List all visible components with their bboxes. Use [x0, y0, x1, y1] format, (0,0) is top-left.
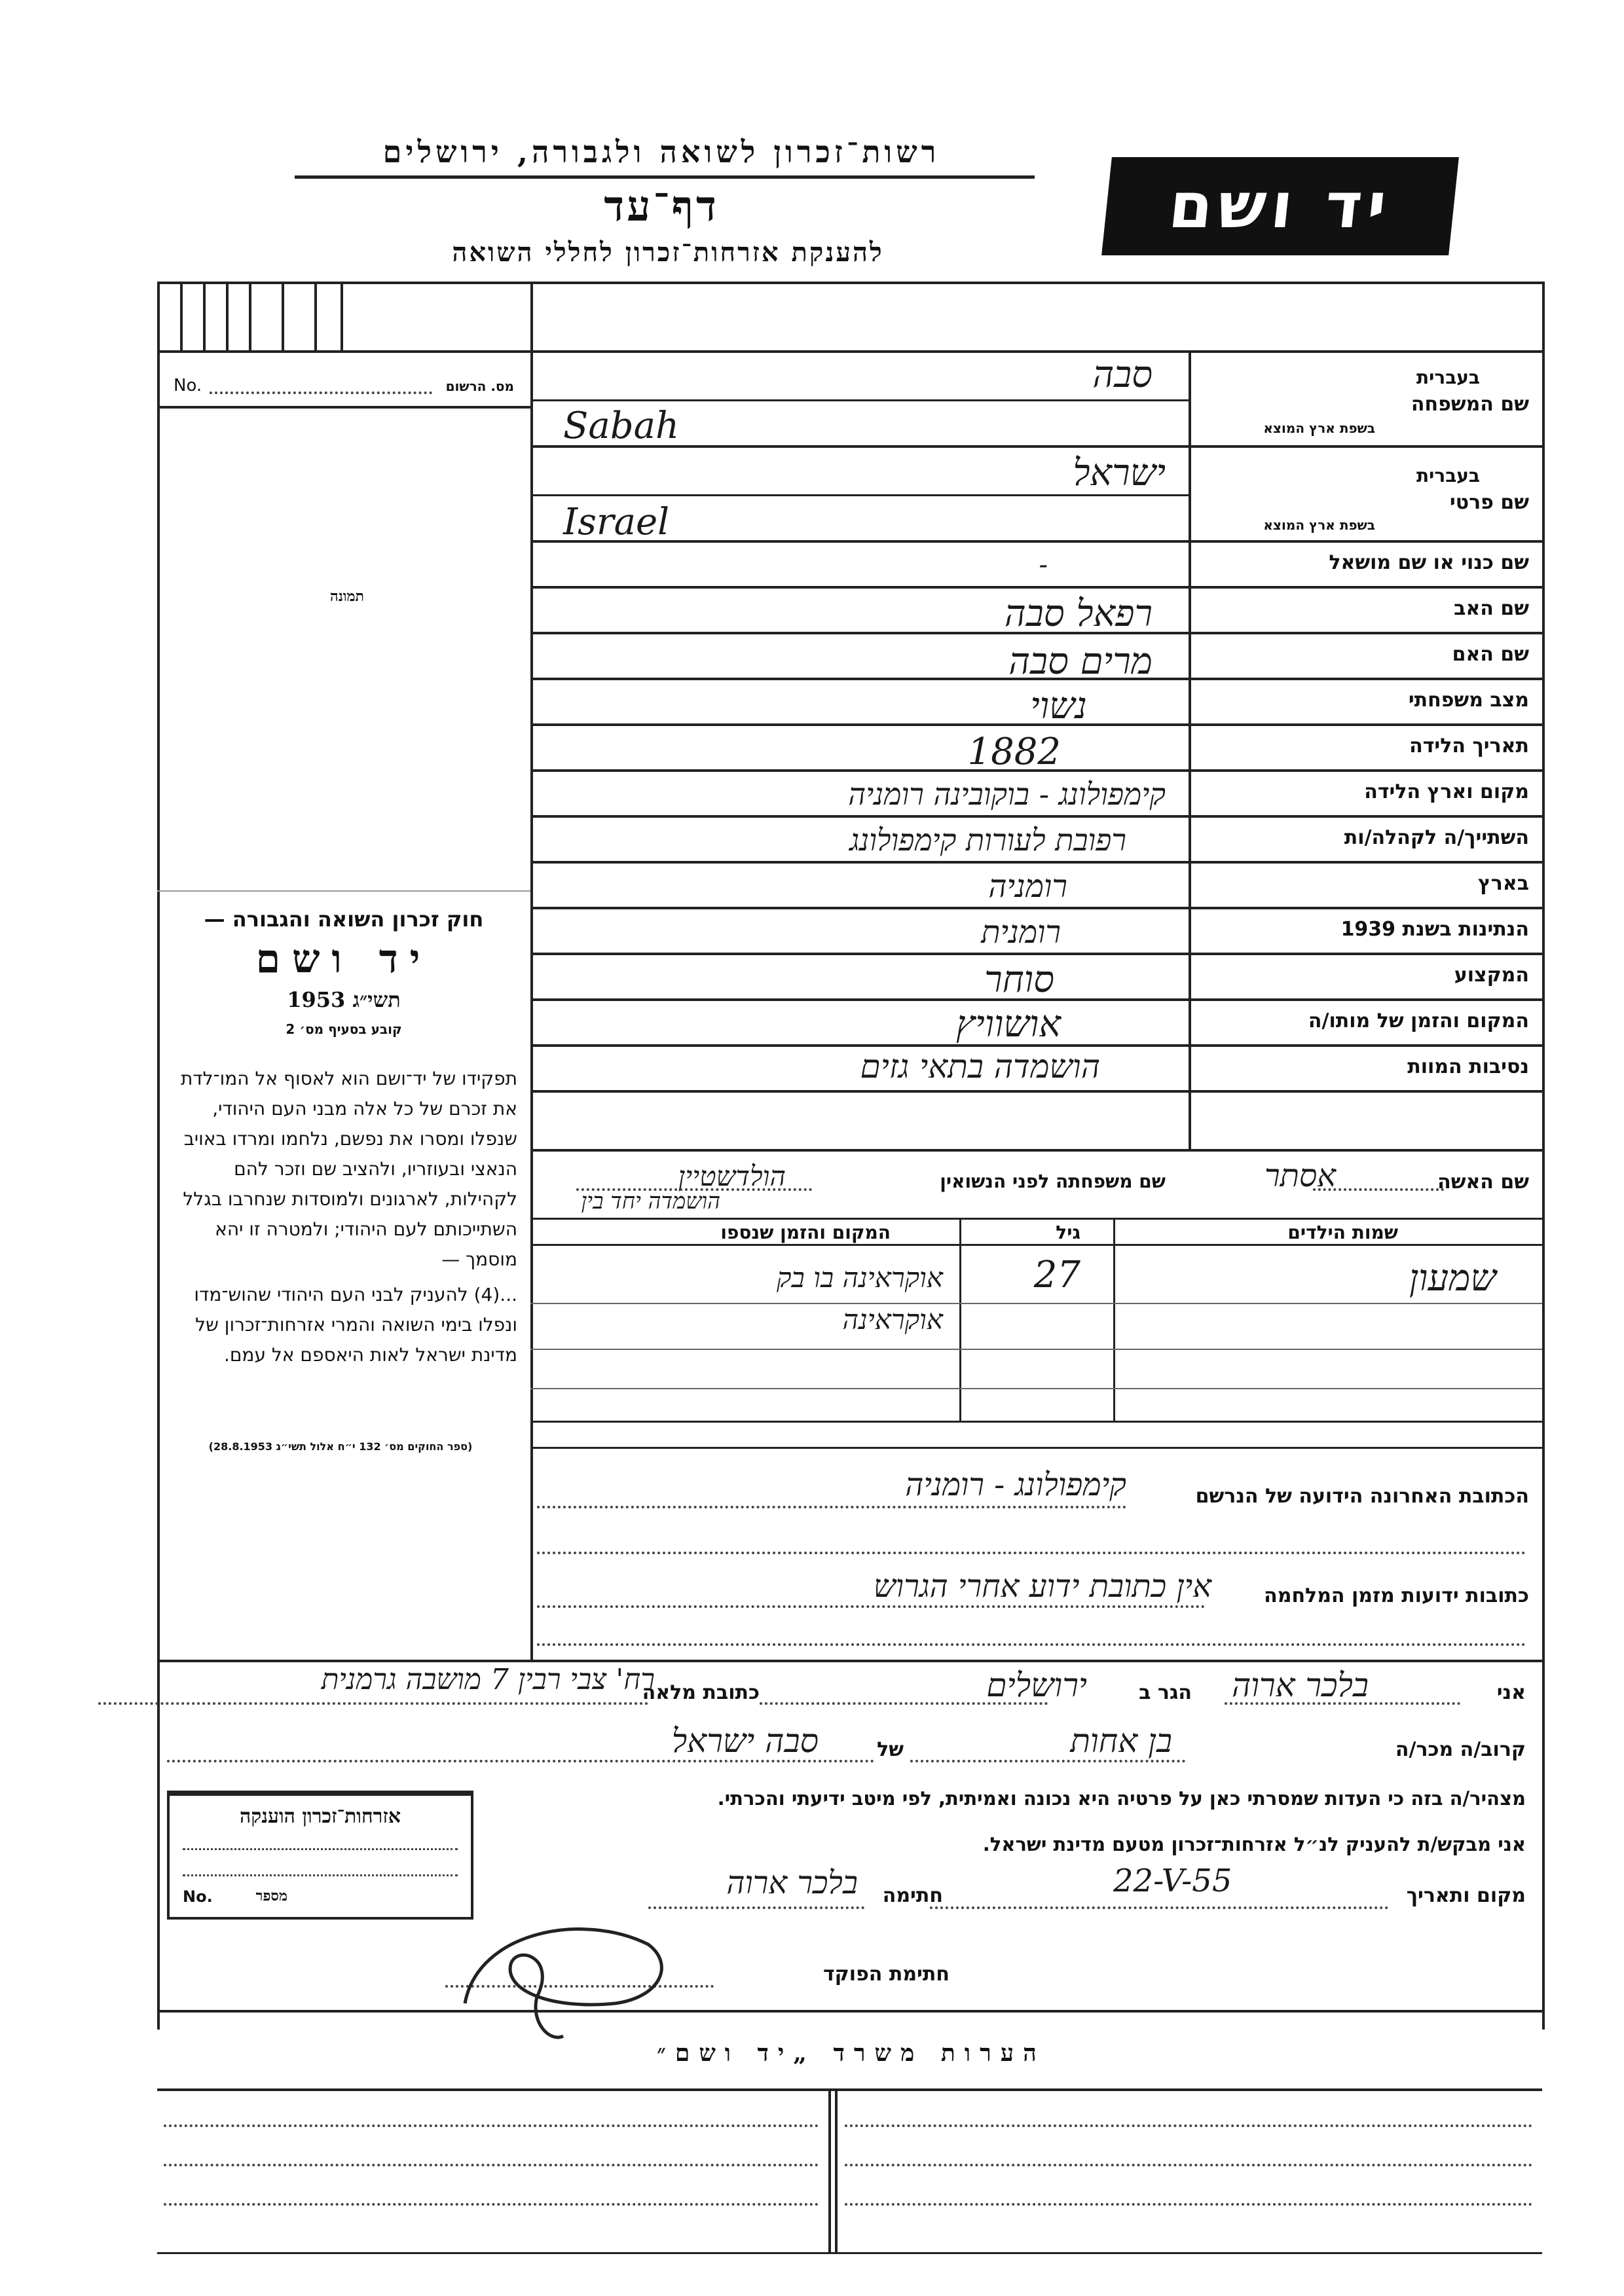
wife-dotted-line	[1313, 1188, 1444, 1191]
birthdate-value[interactable]: 1882	[967, 731, 1061, 773]
mother-label: שם האם	[1452, 643, 1529, 666]
law-box-top	[157, 890, 530, 892]
children-row-line	[530, 1388, 1542, 1389]
war-addresses-label: כתובות ידועות מזמן המלחמה	[1264, 1584, 1529, 1607]
notes-bottom	[157, 2252, 1542, 2254]
registry-number-no: No.	[174, 376, 202, 395]
reg-box-divider	[249, 282, 251, 350]
address-section-top	[530, 1447, 1542, 1449]
reg-box-divider	[530, 282, 533, 350]
row-line	[530, 815, 1542, 818]
photo-label: תמונה	[330, 588, 364, 605]
law-big-title: יד ושם	[255, 936, 432, 982]
row-line	[530, 861, 1542, 864]
declarant-section-bottom	[157, 2010, 1542, 2013]
ani-value[interactable]: בלכר ארוה	[1231, 1666, 1369, 1704]
form-subtitle: להענקת אזרחות־זכרון לחללי השואה	[452, 237, 884, 268]
notes-line-right	[845, 2203, 1532, 2206]
reg-row-bottom	[157, 350, 1542, 353]
form-top-border	[157, 282, 1542, 284]
row-line	[530, 1090, 1542, 1093]
notes-line-left	[164, 2164, 819, 2166]
death-cause-value[interactable]: הושמדה בתאי גזים	[860, 1048, 1100, 1085]
resident-label: הגר ב	[1139, 1681, 1192, 1704]
last-address-dotted-line	[537, 1506, 1126, 1508]
death-place-label: המקום והזמן של מותו/ה	[1308, 1010, 1529, 1032]
row-line	[530, 399, 1189, 401]
place-date-dotted-line	[930, 1906, 1388, 1909]
child-age-0[interactable]: 27	[1033, 1254, 1080, 1296]
children-col-divider	[959, 1218, 961, 1421]
notes-rule	[157, 2088, 1542, 2091]
last-address-value[interactable]: קימפולונג - רומניה	[905, 1467, 1126, 1503]
law-reference: (ספר החוקים מס׳ 132 י״ח אלול תשי״ג 28.8.1953)	[208, 1440, 473, 1453]
birthdate-label: תאריך הלידה	[1409, 735, 1529, 757]
death-place-value[interactable]: אושוויץ	[955, 1003, 1061, 1046]
photo-area	[164, 412, 524, 831]
firstname-hebrew-sub: בעברית	[1416, 465, 1480, 486]
children-row-line	[530, 1421, 1542, 1423]
country-label: בארץ	[1477, 872, 1529, 895]
officer-signature-scribble	[452, 1905, 688, 2056]
last-address-label: הכתובת האחרונה הידועה של הנרשם	[1195, 1485, 1529, 1508]
full-address-label: כתובת מלאה	[642, 1681, 760, 1704]
community-label: השתייך/ה לקהלה/ות	[1344, 826, 1529, 849]
address-extra-dotted-line	[537, 1552, 1526, 1554]
label-column-divider	[1189, 350, 1191, 1149]
registry-number-label: מס. הרשום	[445, 378, 514, 394]
ani-dotted-line	[1225, 1702, 1460, 1705]
notes-center-divider	[828, 2088, 831, 2252]
form-left-border	[157, 282, 160, 2030]
row-line	[530, 953, 1542, 955]
form-title: דף־עד	[604, 182, 719, 231]
surname-hebrew-sub: בעברית	[1416, 367, 1480, 388]
notes-line-left	[164, 2124, 819, 2127]
children-col-age: גיל	[1056, 1222, 1080, 1243]
left-column-divider	[530, 350, 533, 1660]
surname-label: שם המשפחה	[1411, 393, 1529, 416]
signature-label: חתימה	[882, 1884, 943, 1907]
citizenship-value[interactable]: רומנית	[981, 914, 1061, 951]
children-row-line	[530, 1349, 1542, 1350]
citizenship-number-no: No.	[183, 1887, 213, 1906]
notes-line-right	[845, 2164, 1532, 2166]
law-year: תשי״ג 1953	[287, 987, 401, 1012]
birthplace-label: מקום וארץ הלידה	[1364, 780, 1529, 803]
reg-box-divider	[203, 282, 206, 350]
maiden-value[interactable]: הולדשטיין	[678, 1160, 786, 1192]
request-text: אני מבקש/ת להעניק לנ״ל אזרחות־זכרון מטעם מדינת ישראל.	[982, 1833, 1526, 1855]
header-rule	[295, 175, 1035, 179]
declarant-section-top	[157, 1660, 1542, 1662]
surname-origin-value[interactable]: Sabah	[563, 405, 680, 447]
row-line	[530, 586, 1542, 589]
row-line	[530, 540, 1542, 543]
country-value[interactable]: רומניה	[988, 868, 1067, 905]
war-addresses-value[interactable]: אין כתובת ידוע אחרי הגרוש	[873, 1568, 1211, 1605]
relative-value[interactable]: בן אחות	[1070, 1722, 1172, 1760]
reg-box-divider	[226, 282, 229, 350]
notes-line-left	[164, 2203, 819, 2206]
full-address-dotted-line	[98, 1702, 648, 1705]
father-value[interactable]: רפאל סבה	[1004, 592, 1153, 635]
declaration-text: מצהיר/ה בזה כי העדות שמסרתי כאן על פרטיה היא נכונה ואמיתית, לפי מיטב ידיעתי והכרתי.	[717, 1787, 1526, 1810]
law-section: קובע בסעיף מס׳ 2	[286, 1021, 402, 1037]
war-addresses-dotted-line	[537, 1605, 1205, 1608]
relative-label: קרוב/ה מכר/ה	[1395, 1738, 1526, 1761]
father-label: שם האב	[1454, 597, 1529, 620]
profession-value[interactable]: סוחר	[984, 958, 1054, 1001]
registry-row-line	[157, 406, 530, 409]
reg-box-divider	[341, 282, 343, 350]
children-col-names: שמות הילדים	[1287, 1222, 1398, 1243]
wife-value[interactable]: אסתר	[1264, 1157, 1336, 1194]
row-line	[530, 907, 1542, 909]
citizenship-granted-title: אזרחות־זכרון הוענקה	[239, 1805, 401, 1828]
full-address-value[interactable]: רח' צבי רבין 7 מושבה גרמנית	[321, 1663, 655, 1696]
row-line	[530, 1149, 1542, 1152]
child-place-0[interactable]: אוקראינה בו בק אוקראינה	[777, 1262, 943, 1336]
resident-dotted-line	[760, 1702, 1048, 1705]
form-right-border	[1542, 282, 1545, 2030]
reg-box-divider	[314, 282, 317, 350]
law-title: חוק זכרון השואה והגבורה —	[204, 907, 484, 932]
relative-dotted-line	[910, 1760, 1185, 1762]
place-date-value[interactable]: 22-V-55	[1113, 1863, 1232, 1899]
children-col-divider	[1113, 1218, 1115, 1421]
maiden-label: שם משפחתה לפני הנשואין	[940, 1171, 1166, 1192]
row-line	[530, 494, 1189, 496]
signature-value[interactable]: בלכר ארוה	[726, 1865, 858, 1901]
notes-line-right	[845, 2124, 1532, 2127]
community-value[interactable]: רפובת לעורות קימפולונג	[849, 822, 1126, 858]
firstname-origin-sub: בשפת ארץ המוצא	[1263, 517, 1375, 533]
citizenship-number-label: מספר	[255, 1887, 287, 1904]
registry-number-field[interactable]	[210, 392, 432, 394]
law-text-clause: ...(4) להעניק לבני העם היהודי שהוש־מדו ונפלו בימי השואה והמרי אזרחות־זכרון של מדינת ישראל לאות היאספם אל עמם.	[194, 1284, 517, 1366]
nickname-label: שם כנוי או שם מושאל	[1329, 551, 1529, 574]
firstname-hebrew-value[interactable]: ישראל	[1073, 452, 1166, 494]
mother-value[interactable]: מרים סבה	[1008, 640, 1153, 683]
firstname-label: שם פרטי	[1449, 491, 1529, 514]
marital-value[interactable]: נשוי	[1030, 685, 1087, 727]
citizenship-granted-box	[167, 1791, 473, 1920]
birthplace-value[interactable]: קימפולונג - בוקובינה רומניה	[848, 776, 1166, 812]
marital-label: מצב משפחתי	[1408, 689, 1529, 712]
reg-box-divider	[282, 282, 284, 350]
logo-text: יד ושם	[1165, 169, 1395, 242]
ani-label: אני	[1496, 1681, 1526, 1704]
place-date-label: מקום ותאריך	[1406, 1884, 1526, 1907]
children-col-place: המקום והזמן שנספו	[720, 1222, 891, 1243]
resident-value[interactable]: ירושלים	[986, 1666, 1087, 1704]
law-text: תפקידו של יד־ושם הוא לאסוף אל המו־לדת את זכרם של כל אלה מבני העם היהודי, שנפלו ומסרו את נפשם, נלחמו ומרדו באויב הנאצי ובעוזריו, ולהציב שם וזכר להם לקהילות, לארגונים ולמוסדות שנחרבו בגלל השתייכותם לעם היהודי; ולמטרה זו יהא מוסמך —	[180, 1068, 517, 1270]
profession-label: המקצוע	[1454, 964, 1529, 987]
surname-origin-sub: בשפת ארץ המוצא	[1263, 420, 1375, 436]
wife-label: שם האשה	[1437, 1171, 1529, 1194]
firstname-origin-value[interactable]: Israel	[563, 501, 670, 543]
of-value[interactable]: סבה ישראל	[671, 1722, 819, 1760]
officer-signature-label: חתימת הפוקד	[823, 1963, 950, 1986]
citizenship-line-1	[183, 1848, 458, 1850]
of-dotted-line	[167, 1760, 874, 1762]
authority-title: רשות־זכרון לשואה ולגבורה, ירושלים	[382, 134, 940, 170]
row-line	[530, 445, 1542, 448]
yad-vashem-logo	[1101, 157, 1459, 255]
death-cause-label: נסיבות המוות	[1407, 1055, 1529, 1078]
reg-box-divider	[180, 282, 183, 350]
war-addresses-extra-line	[537, 1643, 1526, 1646]
child-name-0[interactable]: שמעון	[1409, 1257, 1496, 1300]
children-header-bottom	[530, 1244, 1542, 1246]
surname-hebrew-value[interactable]: סבה	[1092, 354, 1153, 396]
citizenship-line-2	[183, 1874, 458, 1876]
nickname-value[interactable]: -	[1039, 550, 1048, 580]
of-label: של	[877, 1738, 904, 1761]
office-notes-title: הערות משרד „יד ושם״	[657, 2039, 1046, 2067]
citizenship-label: הנתינות בשנת 1939	[1340, 918, 1529, 941]
children-header-top	[530, 1218, 1542, 1220]
notes-center-divider-2	[835, 2088, 838, 2252]
spouse-extra-note[interactable]: הושמדה יחד בין	[581, 1188, 720, 1214]
